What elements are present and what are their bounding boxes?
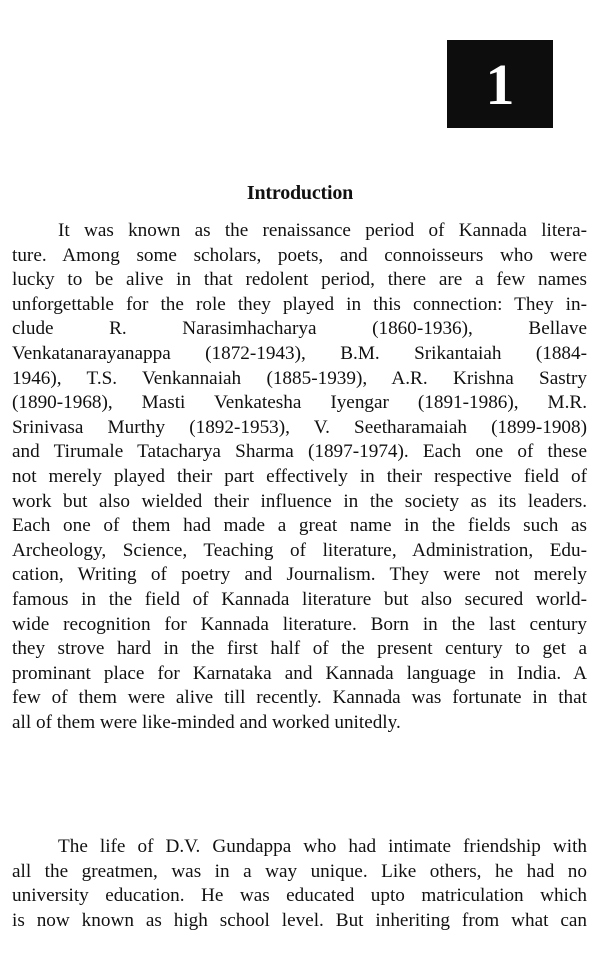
section-heading: Introduction — [246, 182, 354, 204]
text-line: is now known as high school level. But inheriting from what can — [12, 909, 587, 931]
chapter-number: 1 — [485, 51, 515, 117]
text-line: unforgettable for the role they played in this connection: They in- — [12, 293, 587, 315]
text-line: all of them were like-minded and worked unitedly. — [12, 711, 401, 733]
text-line: wide recognition for Kannada literature. Born in the last century — [12, 613, 587, 635]
text-line: clude R. Narasimhacharya (1860-1936), Bellave — [12, 318, 587, 340]
text-line: university education. He was educated upto matriculation which — [12, 885, 587, 907]
text-line: Venkatanarayanappa (1872-1943), B.M. Srikantaiah (1884- — [12, 342, 587, 364]
text-line: Srinivasa Murthy (1892-1953), V. Seetharamaiah (1899-1908) — [12, 416, 587, 438]
text-line: ture. Among some scholars, poets, and connoisseurs who were — [12, 244, 587, 266]
paragraph-2 — [12, 835, 587, 933]
text-line: 1946), T.S. Venkannaiah (1885-1939), A.R. Krishna Sastry — [12, 367, 587, 389]
text-line: Each one of them had made a great name in the fields such as — [12, 515, 587, 537]
text-line: all the greatmen, was in a way unique. Like others, he had no — [12, 860, 587, 882]
chapter-number-box — [447, 40, 553, 128]
text-line: prominant place for Karnataka and Kannada language in India. A — [12, 662, 587, 684]
text-line: famous in the field of Kannada literature but also secured world- — [12, 588, 587, 610]
text-line: and Tirumale Tatacharya Sharma (1897-1974). Each one of these — [12, 441, 587, 463]
text-line: work but also wielded their influence in the society as its leaders. — [12, 490, 587, 512]
paragraph-1 — [12, 219, 587, 735]
text-line: Archeology, Science, Teaching of literature, Administration, Edu- — [12, 539, 587, 561]
text-line: cation, Writing of poetry and Journalism. They were not merely — [12, 564, 587, 586]
text-line: few of them were alive till recently. Kannada was fortunate in that — [12, 687, 587, 709]
text-line: not merely played their part effectively in their respective field of — [12, 465, 587, 487]
text-line: lucky to be alive in that redolent period, there are a few names — [12, 269, 587, 291]
text-line: (1890-1968), Masti Venkatesha Iyengar (1891-1986), M.R. — [12, 392, 587, 414]
text-line: they strove hard in the first half of the present century to get a — [12, 638, 587, 660]
text-line: It was known as the renaissance period of Kannada litera- — [58, 220, 587, 241]
text-line: The life of D.V. Gundappa who had intimate friendship with — [58, 836, 587, 857]
